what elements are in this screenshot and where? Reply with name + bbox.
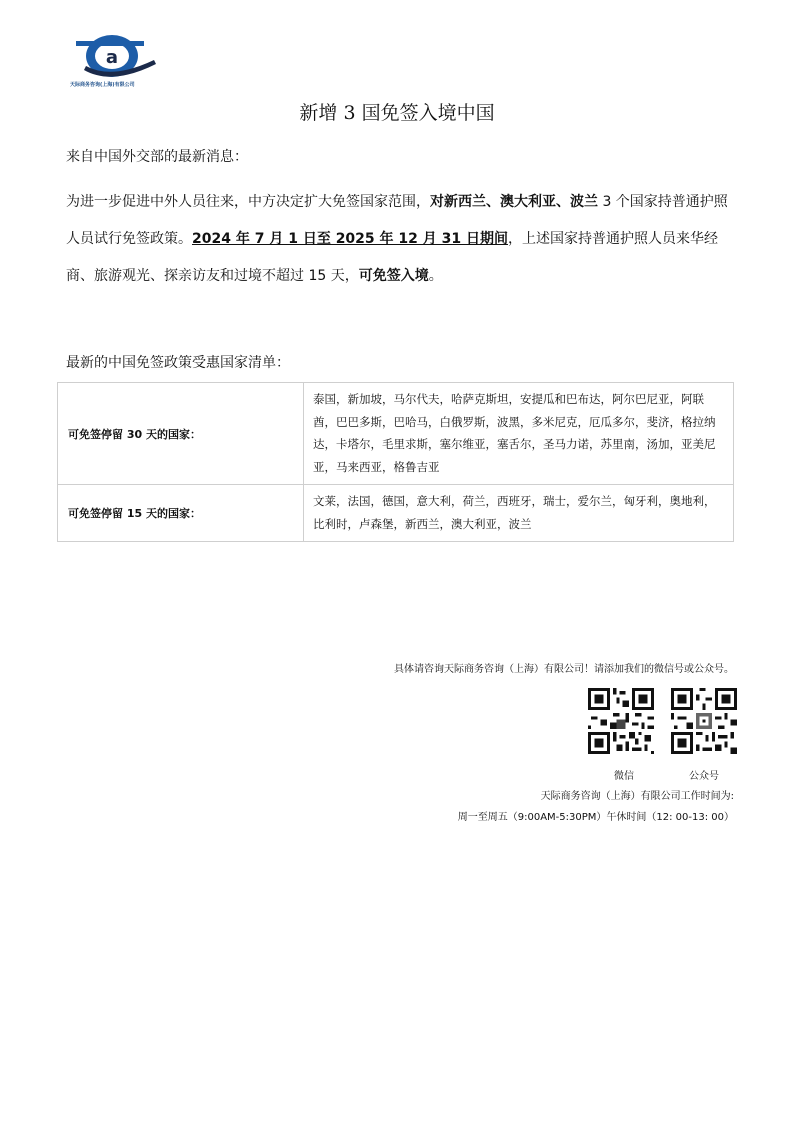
visa-free-table xyxy=(57,382,734,542)
stay-15-days-label: 可免签停留 15 天的国家： xyxy=(58,485,304,542)
working-hours-title: 天际商务咨询（上海）有限公司工作时间为: xyxy=(540,791,734,802)
policy-text-end: 。 xyxy=(428,268,443,284)
svg-text:a: a xyxy=(105,47,119,68)
policy-text-1: 为进一步促进中外人员往来，中方决定扩大免签国家范围， xyxy=(66,194,430,210)
policy-countries-bold: 对新西兰、澳大利亚、波兰 xyxy=(430,194,598,210)
policy-visa-free-bold: 可免签入境 xyxy=(358,268,429,284)
contact-note: 具体请咨询天际商务咨询（上海）有限公司！请添加我们的微信号或公众号。 xyxy=(394,664,734,675)
page-title: 新增 3 国免签入境中国 xyxy=(299,102,495,124)
working-hours-detail: 周一至周五（9:00AM-5:30PM）午休时间（12: 00-13: 00） xyxy=(457,812,734,823)
policy-paragraph xyxy=(66,184,738,295)
logo-emblem-icon xyxy=(70,30,170,82)
intro-text: 来自中国外交部的最新消息： xyxy=(66,149,248,165)
policy-text-3: ，上述国家持普通护照人员来华经商、旅游观光、探亲访友和过境不超过 15 天， xyxy=(66,231,718,284)
official-account-qr-code-icon[interactable] xyxy=(671,688,737,754)
stay-15-days-countries: 文莱，法国，德国，意大利，荷兰，西班牙，瑞士，爱尔兰，匈牙利，奥地利，比利时，卢森堡，新西兰，澳大利亚，波兰 xyxy=(304,485,734,542)
stay-30-days-countries: 泰国，新加坡，马尔代夫，哈萨克斯坦，安提瓜和巴布达，阿尔巴尼亚，阿联酋，巴巴多斯，巴哈马，白俄罗斯，波黑，多米尼克，厄瓜多尔，斐济，格拉纳达，卡塔尔，毛里求斯，塞尔维亚，塞舌尔，圣马力诺，苏里南，汤加，亚美尼亚，马来西亚，格鲁吉亚 xyxy=(304,383,734,485)
policy-text-2: 3 个国家持普通护照人员试行免签政策。 xyxy=(66,194,728,247)
table-row xyxy=(58,485,734,542)
wechat-label: 微信 xyxy=(614,771,634,782)
stay-30-days-label: 可免签停留 30 天的国家： xyxy=(58,383,304,485)
wechat-qr-code-icon[interactable] xyxy=(588,688,654,754)
list-title: 最新的中国免签政策受惠国家清单： xyxy=(66,355,290,371)
table-row xyxy=(58,383,734,485)
company-logo xyxy=(70,30,170,92)
logo-caption: 天际商务咨询(上海)有限公司 xyxy=(70,82,135,88)
official-account-label: 公众号 xyxy=(689,771,719,782)
policy-period-underlined: 2024 年 7 月 1 日至 2025 年 12 月 31 日期间 xyxy=(192,231,508,247)
